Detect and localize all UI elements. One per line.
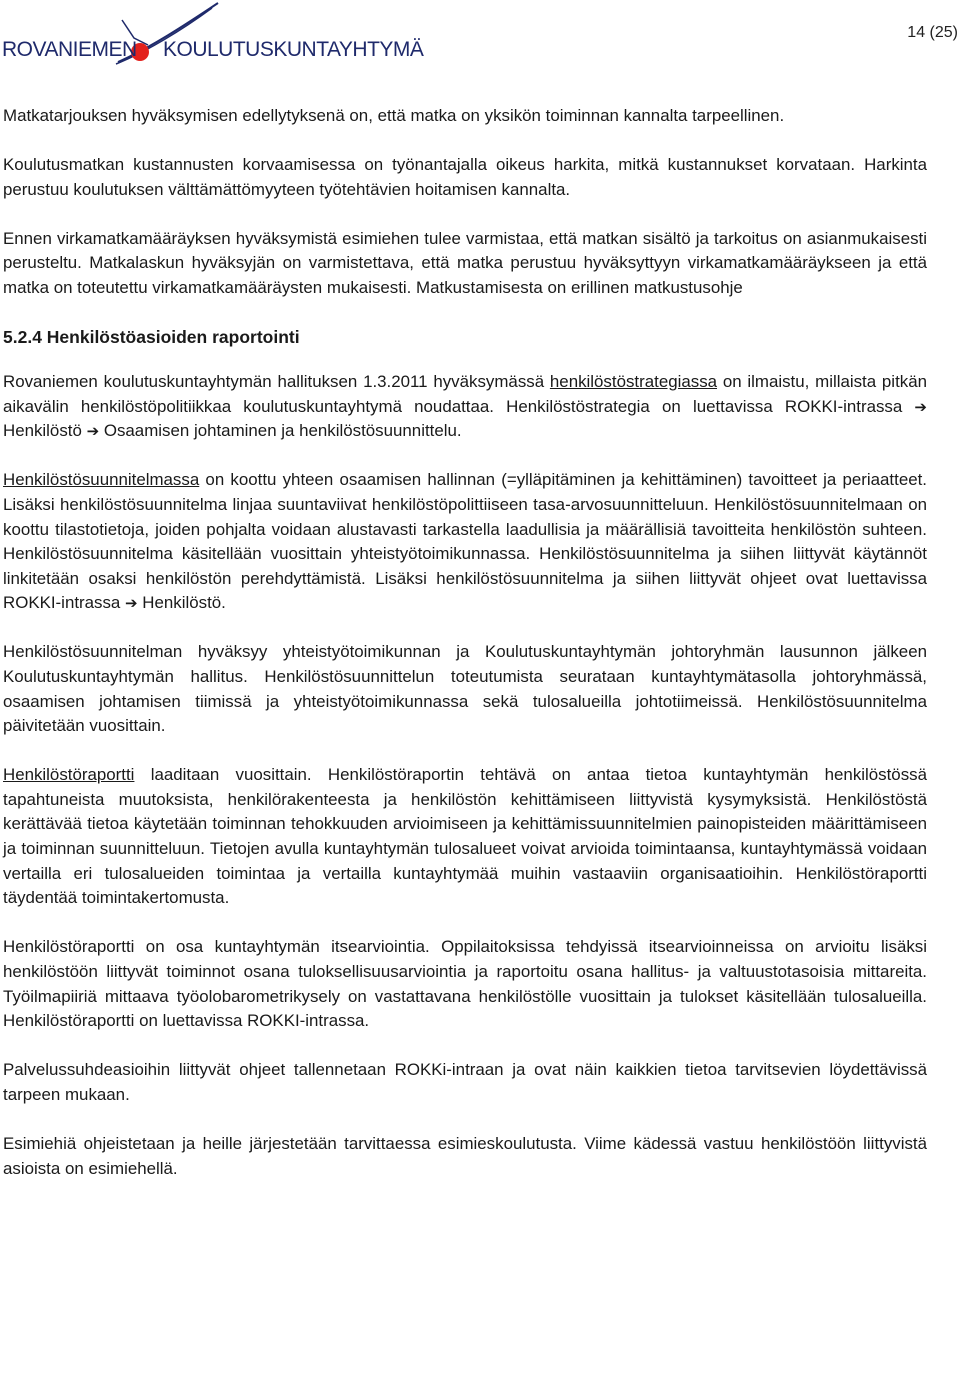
text-span: Henkilöstö. <box>137 593 226 613</box>
hr-strategy-link[interactable]: henkilöstöstrategiassa <box>549 372 718 392</box>
paragraph-hr-report <box>3 763 927 911</box>
paragraph-hr-plan <box>3 468 927 616</box>
hr-report-link[interactable]: Henkilöstöraportti <box>3 765 135 785</box>
text-span: Rovaniemen koulutuskuntayhtymän hallituksen 1.3.2011 hyväksymässä <box>3 372 550 392</box>
paragraph-travel-approval: Ennen virkamatkamääräyksen hyväksymistä esimiehen tulee varmistaa, että matkan sisältö ja tarkoitus on asianmukaisesti perusteltu. Matkalaskun hyväksyjän on varmistettava, että matka perustuu hyväksyttyyn virkamatkamääräykseen ja että matka on toteutettu virkamatkamääräysten mukaisesti. Matkustamisesta on erillinen matkustusohje <box>3 228 927 297</box>
arrow-right-icon: ➔ <box>86 422 100 441</box>
paragraph-hr-strategy <box>3 370 927 444</box>
paragraph-travel-offer: Matkatarjouksen hyväksymisen edellytyksenä on, että matka on yksikön toiminnan kannalta tarpeellinen. <box>3 106 785 125</box>
section-heading: 5.2.4 Henkilöstöasioiden raportointi <box>3 327 300 348</box>
logo-text-right: KOULUTUSKUNTAYHTYMÄ <box>163 38 424 61</box>
organization-logo <box>0 0 424 75</box>
page-header <box>0 0 960 80</box>
text-span: Osaamisen johtaminen ja henkilöstösuunnittelu. <box>99 421 462 441</box>
paragraph-employment-guidelines: Palvelussuhdeasioihin liittyvät ohjeet tallennetaan ROKKi-intraan ja ovat näin kaikkien tietoa tarvitsevien löydettävissä tarpeen mukaan. <box>3 1060 927 1104</box>
paragraph-hr-plan-approval: Henkilöstösuunnitelman hyväksyy yhteistyötoimikunnan ja Koulutuskuntayhtymän johtoryhmän lausunnon jälkeen Koulutuskuntayhtymän hallitus. Henkilöstösuunnittelun toteutumista seurataan kuntayhtymätasolla johtoryhmässä, osaamisen johtamisen tiimissä ja yhteistyötoimikunnassa sekä tulosalueilla johtotiimeissä. Henkilöstösuunnitelma päivitetään vuosittain. <box>3 642 927 736</box>
text-span: on koottu yhteen osaamisen hallinnan (=ylläpitäminen ja kehittäminen) tavoitteet ja periaatteet. Lisäksi henkilöstösuunnitelma linjaa suuntaviivat henkilöstöpolittiiseen tasa-arvosuunnitteluun. Henkilöstösuunnitelmaan on koottu tilastotietoja, joiden pohjalta voidaan alustavasti tarkastella laadullisia ja määrällisiä tavoitteita henkilöstön suhteen. Henkilöstösuunnitelma käsitellään vuosittain yhteistyötoimikunnassa. Henkilöstösuunnitelma ja siihen liittyvät käytännöt linkitetään osaksi henkilöstön perehdyttämistä. Lisäksi henkilöstösuunnitelma ja siihen liittyvät ohjeet ovat luettavissa ROKKI-intrassa <box>3 470 927 613</box>
arrow-right-icon: ➔ <box>914 397 927 416</box>
logo-text-left: ROVANIEMEN <box>2 38 137 61</box>
page-number: 14 (25) <box>907 24 958 41</box>
paragraph-training-costs: Koulutusmatkan kustannusten korvaamisessa on työnantajalla oikeus harkita, mitkä kustannukset korvataan. Harkinta perustuu koulutuksen välttämättömyyteen työtehtävien hoitamisen kannalta. <box>3 155 927 199</box>
text-span: Henkilöstö <box>3 421 87 441</box>
document-body <box>3 104 927 1206</box>
paragraph-manager-training: Esimiehiä ohjeistetaan ja heille järjestetään tarvittaessa esimieskoulutusta. Viime kädessä vastuu henkilöstöön liittyvistä asioista on esimiehellä. <box>3 1133 927 1178</box>
paragraph-self-assessment: Henkilöstöraportti on osa kuntayhtymän itsearviointia. Oppilaitoksissa tehdyissä itsearvioinneissa on arvioitu lisäksi henkilöstöön liittyvät toiminnot osana tuloksellisuusarviointia ja raportoitu osana hallitus- ja valtuustotasoisia mittareita. Työilmapiiriä mittaava työolobarometrikysely on vastattavana henkilöstölle vuosittain ja tulokset käsitellään tulosalueilla. Henkilöstöraportti on luettavissa ROKKI-intrassa. <box>3 937 927 1031</box>
arrow-right-icon: ➔ <box>125 594 138 613</box>
hr-plan-link[interactable]: Henkilöstösuunnitelmassa <box>3 470 200 490</box>
text-span: on ilmaistu, millaista pitkän aikavälin henkilöstöpolitiikkaa koulutuskuntayhtymä noudattaa. Henkilöstöstrategia on luettavissa ROKKI-intrassa <box>3 372 927 416</box>
text-span: laaditaan vuosittain. Henkilöstöraportin tehtävä on antaa tietoa kuntayhtymän henkilöstössä tapahtuneista muutoksista, henkilörakenteesta ja henkilöstön kehittämiseen liittyvistä kysymyksistä. Henkilöstöstä kerättävää tietoa käytetään toiminnan tehokkuuden arvioimiseen ja kehittämissuunnitelmien painopisteiden määrittämiseen ja toiminnan suunnitteluun. Tietojen avulla kuntayhtymän tulosalueet voivat arvioida toimintaansa, kuntayhtymässä voidaan vertailla eri tulosalueiden toimintaa ja vertailla kuntayhtymää muihin vastaaviin organisaatioihin. Henkilöstöraportti täydentää toimintakertomusta. <box>3 765 927 908</box>
